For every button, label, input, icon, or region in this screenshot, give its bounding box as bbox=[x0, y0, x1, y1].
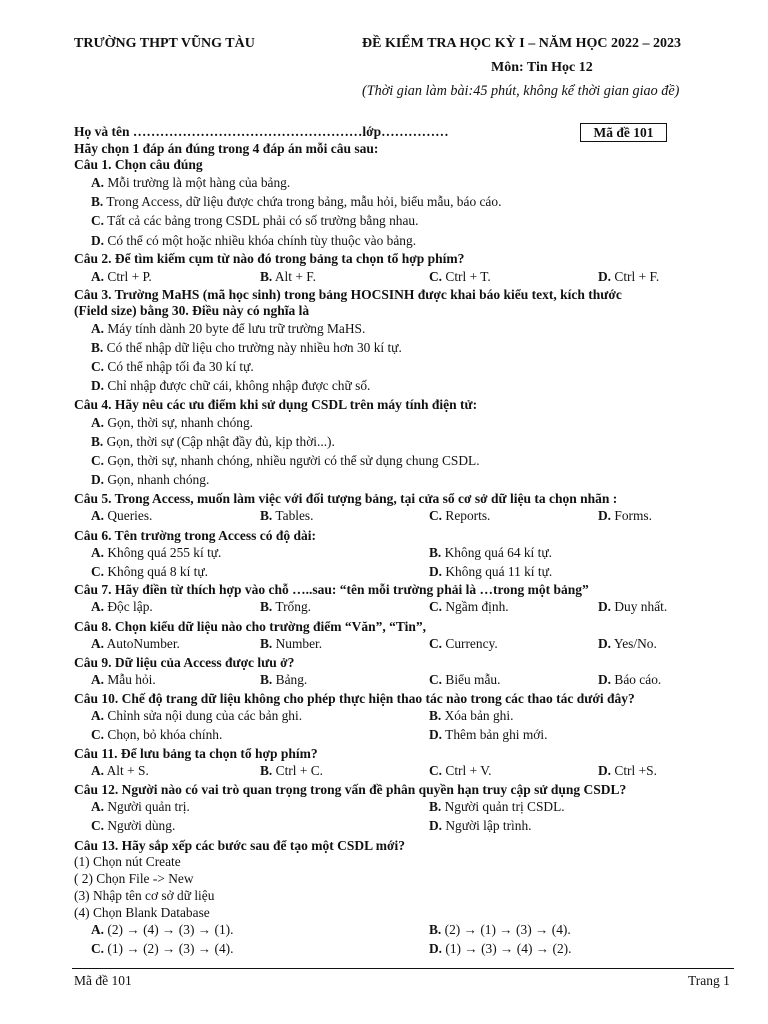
footer-page-number: Trang 1 bbox=[688, 973, 730, 988]
q2-option-d: D. Ctrl + F. bbox=[598, 269, 660, 284]
q10-option-c: C. Chọn, bỏ khóa chính. bbox=[91, 727, 223, 742]
q12-option-b: B. Người quản trị CSDL. bbox=[429, 799, 565, 814]
q13-option-b: B. (2) → (1) → (3) → (4). bbox=[429, 922, 571, 937]
q6-option-c: C. Không quá 8 kí tự. bbox=[91, 564, 209, 579]
question-13: Câu 13. Hãy sắp xếp các bước sau để tạo một CSDL mới? bbox=[74, 838, 405, 853]
q2-option-b: B. Alt + F. bbox=[260, 269, 316, 284]
question-1: Câu 1. Chọn câu đúng bbox=[74, 157, 203, 172]
time-note: (Thời gian làm bài:45 phút, không kể thời gian giao đề) bbox=[362, 83, 680, 99]
q1-option-d: D. Có thể có một hoặc nhiều khóa chính tùy thuộc vào bảng. bbox=[91, 233, 417, 248]
exam-code-box: Mã đề 101 bbox=[580, 123, 667, 142]
q1-option-c: C. Tất cả các bảng trong CSDL phải có số trường bằng nhau. bbox=[91, 213, 419, 228]
q3-option-c: C. Có thể nhập tối đa 30 kí tự. bbox=[91, 359, 254, 374]
q5-option-a: A. Queries. bbox=[91, 508, 153, 523]
question-3: Câu 3. Trường MaHS (mã học sinh) trong bảng HOCSINH được khai báo kiểu text, kích thước bbox=[74, 287, 622, 302]
question-2: Câu 2. Để tìm kiếm cụm từ nào đó trong bảng ta chọn tổ hợp phím? bbox=[74, 251, 465, 266]
question-8: Câu 8. Chọn kiểu dữ liệu nào cho trường điểm “Văn”, “Tin”, bbox=[74, 619, 426, 634]
q12-option-d: D. Người lập trình. bbox=[429, 818, 532, 833]
q12-option-a: A. Người quản trị. bbox=[91, 799, 190, 814]
q4-option-c: C. Gọn, thời sự, nhanh chóng, nhiều người có thể sử dụng chung CSDL. bbox=[91, 453, 480, 468]
q5-option-b: B. Tables. bbox=[260, 508, 314, 523]
q8-option-b: B. Number. bbox=[260, 636, 323, 651]
question-9: Câu 9. Dữ liệu của Access được lưu ở? bbox=[74, 655, 295, 670]
instruction: Hãy chọn 1 đáp án đúng trong 4 đáp án mỗi câu sau: bbox=[74, 141, 379, 156]
q6-option-d: D. Không quá 11 kí tự. bbox=[429, 564, 553, 579]
question-6: Câu 6. Tên trường trong Access có độ dài: bbox=[74, 528, 316, 543]
q1-option-b: B. Trong Access, dữ liệu được chứa trong bảng, mẫu hỏi, biểu mẫu, báo cáo. bbox=[91, 194, 502, 209]
q13-step-3: (3) Nhập tên cơ sở dữ liệu bbox=[74, 888, 215, 903]
question-3-cont: (Field size) bằng 30. Điều này có nghĩa là bbox=[74, 303, 310, 318]
q6-option-b: B. Không quá 64 kí tự. bbox=[429, 545, 552, 560]
q9-option-b: B. Bảng. bbox=[260, 672, 308, 687]
q2-option-c: C. Ctrl + T. bbox=[429, 269, 491, 284]
q8-option-c: C. Currency. bbox=[429, 636, 498, 651]
q10-option-a: A. Chỉnh sửa nội dung của các bản ghi. bbox=[91, 708, 303, 723]
q10-option-b: B. Xóa bản ghi. bbox=[429, 708, 514, 723]
q13-option-c: C. (1) → (2) → (3) → (4). bbox=[91, 941, 234, 956]
q4-option-b: B. Gọn, thời sự (Cập nhật đầy đủ, kịp thời...). bbox=[91, 434, 335, 449]
question-11: Câu 11. Để lưu bảng ta chọn tổ hợp phím? bbox=[74, 746, 318, 761]
q4-option-a: A. Gọn, thời sự, nhanh chóng. bbox=[91, 415, 254, 430]
footer-exam-code: Mã đề 101 bbox=[74, 973, 132, 988]
q8-option-a: A. AutoNumber. bbox=[91, 636, 180, 651]
q3-option-b: B. Có thể nhập dữ liệu cho trường này nhiều hơn 30 kí tự. bbox=[91, 340, 402, 355]
q11-option-d: D. Ctrl +S. bbox=[598, 763, 657, 778]
q12-option-c: C. Người dùng. bbox=[91, 818, 176, 833]
exam-subject: Môn: Tin Học 12 bbox=[491, 60, 593, 75]
q13-step-1: (1) Chọn nút Create bbox=[74, 854, 181, 869]
q4-option-d: D. Gọn, nhanh chóng. bbox=[91, 472, 210, 487]
q13-option-d: D. (1) → (3) → (4) → (2). bbox=[429, 941, 572, 956]
footer-divider bbox=[72, 968, 734, 969]
school-name: TRƯỜNG THPT VŨNG TÀU bbox=[74, 36, 255, 51]
q3-option-d: D. Chỉ nhập được chữ cái, không nhập được chữ số. bbox=[91, 378, 371, 393]
student-name-line: Họ và tên ……………………………………………lớp…………… bbox=[74, 124, 449, 139]
q5-option-c: C. Reports. bbox=[429, 508, 491, 523]
question-5: Câu 5. Trong Access, muốn làm việc với đối tượng bảng, tại cửa sổ cơ sở dữ liệu ta chọn nhãn : bbox=[74, 491, 618, 506]
q9-option-a: A. Mẫu hỏi. bbox=[91, 672, 156, 687]
q7-option-d: D. Duy nhất. bbox=[598, 599, 668, 614]
q9-option-d: D. Báo cáo. bbox=[598, 672, 662, 687]
q8-option-d: D. Yes/No. bbox=[598, 636, 657, 651]
q13-step-2: ( 2) Chọn File -> New bbox=[74, 871, 194, 886]
q10-option-d: D. Thêm bản ghi mới. bbox=[429, 727, 548, 742]
q11-option-b: B. Ctrl + C. bbox=[260, 763, 323, 778]
q7-option-c: C. Ngầm định. bbox=[429, 599, 509, 614]
q7-option-b: B. Trống. bbox=[260, 599, 311, 614]
q1-option-a: A. Mỗi trường là một hàng của bảng. bbox=[91, 175, 291, 190]
question-7: Câu 7. Hãy điền từ thích hợp vào chỗ …..sau: “tên mỗi trường phải là …trong một bảng” bbox=[74, 582, 589, 597]
q11-option-c: C. Ctrl + V. bbox=[429, 763, 492, 778]
q6-option-a: A. Không quá 255 kí tự. bbox=[91, 545, 222, 560]
question-12: Câu 12. Người nào có vai trò quan trọng trong vấn đề phân quyền hạn truy cập sử dụng CSDL? bbox=[74, 782, 627, 797]
exam-title: ĐỀ KIỂM TRA HỌC KỲ I – NĂM HỌC 2022 – 2023 bbox=[362, 36, 682, 51]
q9-option-c: C. Biểu mẫu. bbox=[429, 672, 501, 687]
q11-option-a: A. Alt + S. bbox=[91, 763, 149, 778]
q5-option-d: D. Forms. bbox=[598, 508, 652, 523]
q7-option-a: A. Độc lập. bbox=[91, 599, 153, 614]
q13-option-a: A. (2) → (4) → (3) → (1). bbox=[91, 922, 234, 937]
q3-option-a: A. Máy tính dành 20 byte để lưu trữ trường MaHS. bbox=[91, 321, 366, 336]
question-10: Câu 10. Chế độ trang dữ liệu không cho phép thực hiện thao tác nào trong các thao tác dưới đây? bbox=[74, 691, 635, 706]
question-4: Câu 4. Hãy nêu các ưu điểm khi sử dụng CSDL trên máy tính điện tử: bbox=[74, 397, 478, 412]
q13-step-4: (4) Chọn Blank Database bbox=[74, 905, 210, 920]
q2-option-a: A. Ctrl + P. bbox=[91, 269, 152, 284]
